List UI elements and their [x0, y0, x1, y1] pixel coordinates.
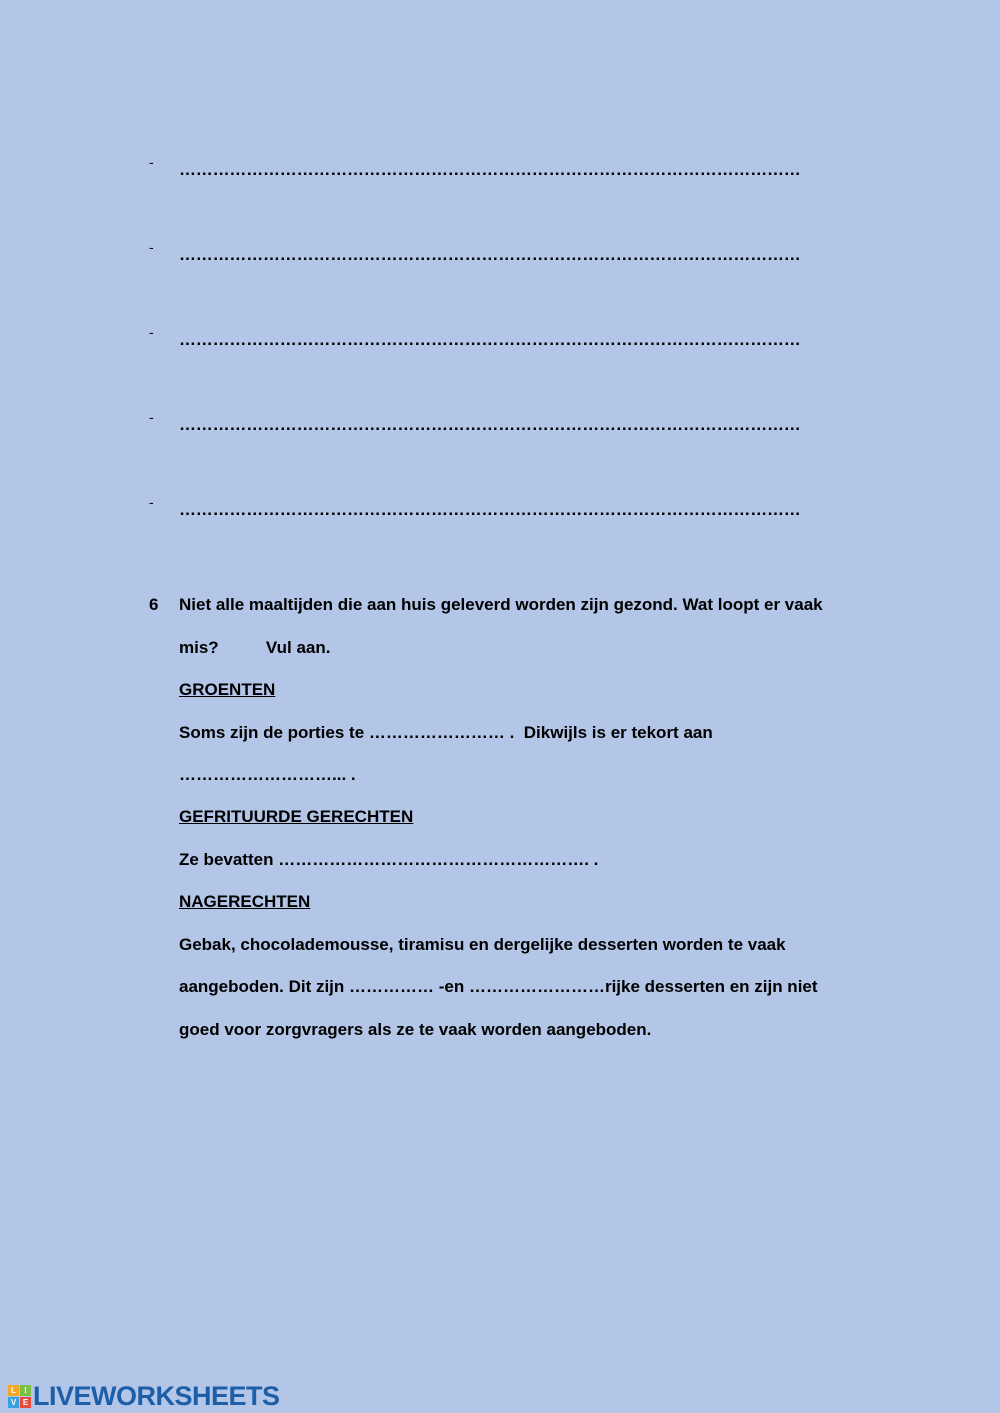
logo-letter: L: [8, 1385, 19, 1396]
liveworksheets-logo[interactable]: [8, 1381, 280, 1411]
groenten-blank[interactable]: ………………………... .: [179, 765, 356, 784]
answer-line[interactable]: [0, 409, 1000, 445]
answer-line[interactable]: [0, 494, 1000, 530]
answer-line-dots[interactable]: …………………………………………………………………………………………………: [179, 330, 801, 349]
logo-mark-icon: [8, 1385, 31, 1408]
logo-letter: I: [20, 1385, 31, 1396]
question-text: Niet alle maaltijden die aan huis geleverd worden zijn gezond. Wat loopt er vaak: [179, 595, 823, 614]
answer-line-dots[interactable]: …………………………………………………………………………………………………: [179, 415, 801, 434]
answer-line[interactable]: [0, 154, 1000, 190]
gefrituurde-sentence: Ze bevatten ………………………………………………. .: [179, 850, 599, 869]
answer-line-dash: -: [149, 324, 154, 340]
nagerechten-sentence-3: goed voor zorgvragers als ze te vaak worden aangeboden.: [179, 1020, 652, 1039]
answer-line[interactable]: [0, 324, 1000, 360]
nagerechten-heading: NAGERECHTEN: [179, 892, 311, 911]
question-number: 6: [149, 595, 159, 614]
answer-line-dots[interactable]: …………………………………………………………………………………………………: [179, 245, 801, 264]
answer-line-dash: -: [149, 409, 154, 425]
groenten-sentence: Soms zijn de porties te …………………… . Dikwijls is er tekort aan: [179, 723, 713, 742]
groenten-heading: GROENTEN: [179, 680, 276, 699]
question-instruction: mis? Vul aan.: [179, 638, 331, 657]
nagerechten-sentence-2: aangeboden. Dit zijn …………… -en ……………………rijke desserten en zijn niet: [179, 977, 818, 996]
answer-line-dots[interactable]: …………………………………………………………………………………………………: [179, 160, 801, 179]
answer-line-dash: -: [149, 494, 154, 510]
answer-line-dots[interactable]: …………………………………………………………………………………………………: [179, 500, 801, 519]
gefrituurde-heading: GEFRITUURDE GERECHTEN: [179, 807, 414, 826]
logo-letter: V: [8, 1397, 19, 1408]
logo-text: LIVEWORKSHEETS: [33, 1380, 280, 1411]
logo-letter: E: [20, 1397, 31, 1408]
answer-line-dash: -: [149, 239, 154, 255]
nagerechten-sentence-1: Gebak, chocolademousse, tiramisu en dergelijke desserten worden te vaak: [179, 935, 786, 954]
answer-line[interactable]: [0, 239, 1000, 275]
answer-line-dash: -: [149, 154, 154, 170]
